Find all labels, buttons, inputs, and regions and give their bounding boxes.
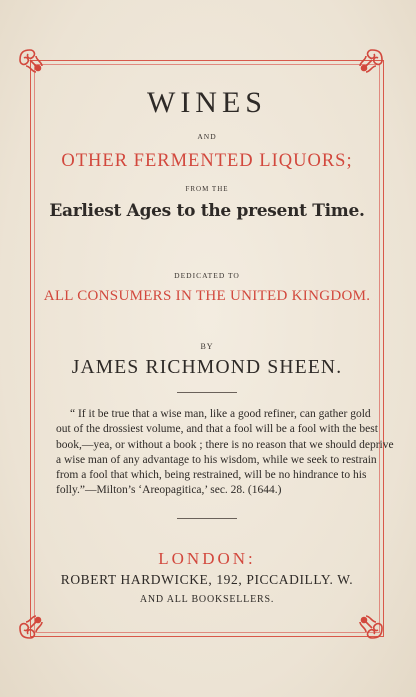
quote-line: a wise man of any advantage to his wisdom, while we seek to restrain [56,453,377,466]
book-subtitle: OTHER FERMENTED LIQUORS; [61,151,353,171]
by-label: BY [200,342,214,351]
quote-line: “ If it be true that a wise man, like a good refiner, can gather gold [70,408,371,420]
quote-line: out of the drossiest volume, and that a fool will be a fool with the best [56,423,378,436]
quote-line: folly.”—Milton’s ‘Areopagitica,’ sec. 28. (1644.) [56,484,282,497]
corner-ornament-icon [352,608,386,642]
quote-line: book,—yea, or without a book ; there is no reason that we should deprive [56,438,394,451]
divider-rule [177,392,237,393]
book-title: WINES [147,86,267,119]
ages-blackletter-line: Earliest Ages to the present Time. [49,201,365,221]
corner-ornament-icon [16,608,50,642]
from-the-connector: FROM THE [185,185,229,193]
imprint-booksellers: AND ALL BOOKSELLERS. [139,594,275,605]
author-name: JAMES RICHMOND SHEEN. [71,357,343,378]
dedicatee-line: ALL CONSUMERS IN THE UNITED KINGDOM. [43,288,371,304]
imprint-city: LONDON: [158,549,256,568]
corner-ornament-icon [16,46,50,80]
quote-line: from a fool that which, being restrained, will be no hindrance to his [56,469,367,482]
dedicated-to-label: DEDICATED TO [174,271,240,280]
imprint-publisher: ROBERT HARDWICKE, 192, PICCADILLY. W. [60,572,354,587]
corner-ornament-icon [352,46,386,80]
divider-rule [177,518,237,519]
epigraph-quote [56,407,394,499]
and-connector: AND [197,132,217,141]
